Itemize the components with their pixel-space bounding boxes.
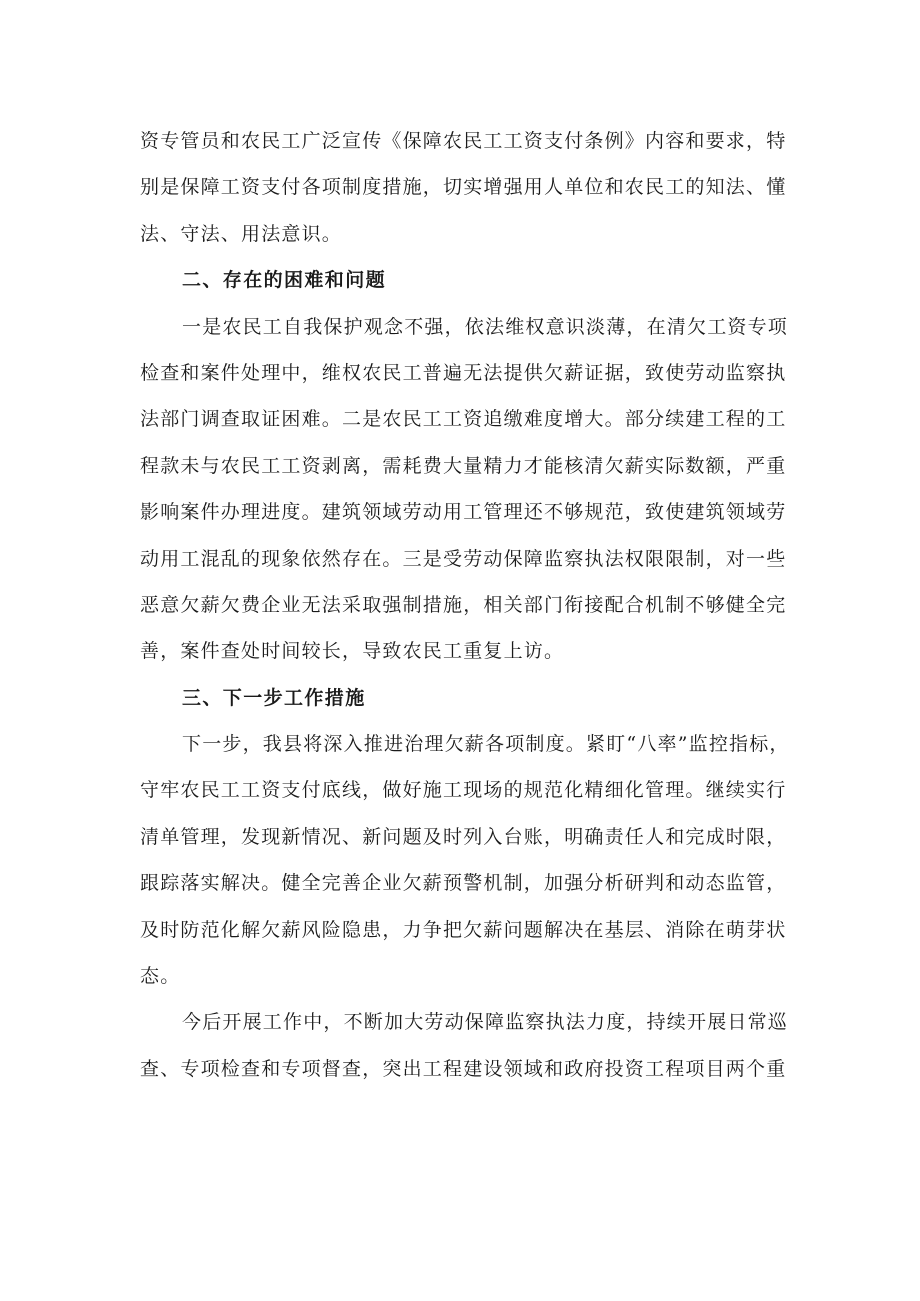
section-heading: 二、存在的困难和问题 [182,269,387,292]
paragraph-line: 守牢农民工工资支付底线，做好施工现场的规范化精细化管理。继续实行 [140,779,787,802]
paragraph-line: 今后开展工作中，不断加大劳动保障监察执法力度，持续开展日常巡 [182,1011,789,1034]
paragraph-line: 态。 [140,965,181,988]
paragraph-line: 跟踪落实解决。健全完善企业欠薪预警机制，加强分析研判和动态监管， [140,872,787,895]
paragraph-line: 程款未与农民工工资剥离，需耗费大量精力才能核清欠薪实际数额，严重 [140,454,787,477]
paragraph-line: 清单管理，发现新情况、新问题及时列入台账，明确责任人和完成时限， [140,825,787,848]
section-heading: 三、下一步工作措施 [182,686,366,709]
paragraph-line: 法部门调查取证困难。二是农民工工资追缴难度增大。部分续建工程的工 [140,408,787,431]
paragraph-line: 资专管员和农民工广泛宣传《保障农民工工资支付条例》内容和要求，特 [140,130,787,152]
paragraph-line: 查、专项检查和专项督查，突出工程建设领域和政府投资工程项目两个重 [140,1057,787,1080]
document-page [140,118,790,1092]
paragraph-line: 动用工混乱的现象依然存在。三是受劳动保障监察执法权限限制，对一些 [140,547,787,570]
paragraph-line: 及时防范化解欠薪风险隐患，力争把欠薪问题解决在基层、消除在萌芽状 [140,918,787,941]
paragraph-line: 恶意欠薪欠费企业无法采取强制措施，相关部门衔接配合机制不够健全完 [140,593,787,616]
paragraph-line: 一是农民工自我保护观念不强，依法维权意识淡薄，在清欠工资专项 [182,315,789,338]
paragraph-line: 善，案件查处时间较长，导致农民工重复上访。 [140,640,565,663]
paragraph-line: 下一步，我县将深入推进治理欠薪各项制度。紧盯“八率”监控指标， [182,733,790,756]
paragraph-line: 别是保障工资支付各项制度措施，切实增强用人单位和农民工的知法、懂 [140,176,787,199]
paragraph-line: 法、守法、用法意识。 [140,222,343,245]
paragraph-line: 检查和案件处理中，维权农民工普遍无法提供欠薪证据，致使劳动监察执 [140,361,787,384]
paragraph-line: 影响案件办理进度。建筑领域劳动用工管理还不够规范，致使建筑领域劳 [140,501,787,524]
